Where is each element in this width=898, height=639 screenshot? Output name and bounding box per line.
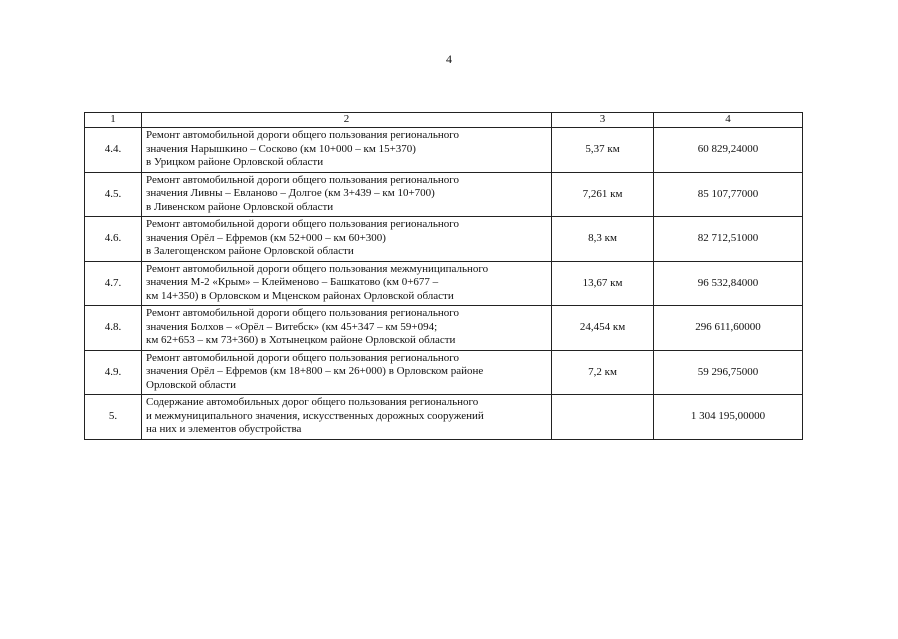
column-header: 2 bbox=[142, 113, 552, 128]
description-line: значения Болхов – «Орёл – Витебск» (км 45+347 – км 59+094; bbox=[146, 320, 438, 333]
description-line: значения Орёл – Ефремов (км 18+800 – км 26+000) в Орловском районе bbox=[146, 365, 484, 377]
description-line: км 14+350) в Орловском и Мценском районах Орловской области bbox=[146, 289, 454, 302]
row-amount: 85 107,77000 bbox=[654, 172, 803, 217]
table-row bbox=[85, 172, 803, 217]
data-table bbox=[84, 112, 803, 440]
row-length: 8,3 км bbox=[552, 217, 654, 262]
row-description bbox=[142, 172, 552, 217]
description-line: Ремонт автомобильной дороги общего пользования межмуниципального bbox=[146, 262, 489, 275]
description-line: и межмуниципального значения, искусственных дорожных сооружений bbox=[146, 409, 484, 422]
description-line: Ремонт автомобильной дороги общего пользования регионального bbox=[146, 307, 459, 319]
description-line: Содержание автомобильных дорог общего пользования регионального bbox=[146, 396, 479, 408]
column-header: 4 bbox=[654, 113, 803, 128]
description-line: на них и элементов обустройства bbox=[146, 423, 302, 435]
description-line: км 62+653 – км 73+360) в Хотынецком районе Орловской области bbox=[146, 334, 456, 346]
row-length: 13,67 км bbox=[552, 261, 654, 306]
table-row bbox=[85, 350, 803, 395]
table-header-row bbox=[85, 113, 803, 128]
description-line: Ремонт автомобильной дороги общего пользования регионального bbox=[146, 351, 459, 364]
row-number: 4.8. bbox=[85, 306, 142, 351]
table-row bbox=[85, 128, 803, 173]
row-length: 7,2 км bbox=[552, 350, 654, 395]
row-amount: 60 829,24000 bbox=[654, 128, 803, 173]
column-header: 3 bbox=[552, 113, 654, 128]
table-row bbox=[85, 261, 803, 306]
row-length: 5,37 км bbox=[552, 128, 654, 173]
row-description bbox=[142, 128, 552, 173]
description-line: в Ливенском районе Орловской области bbox=[146, 200, 334, 213]
column-header: 1 bbox=[85, 113, 142, 128]
row-description bbox=[142, 350, 552, 395]
row-length: 7,261 км bbox=[552, 172, 654, 217]
row-description bbox=[142, 306, 552, 351]
description-line: Ремонт автомобильной дороги общего пользования регионального bbox=[146, 218, 459, 230]
row-amount: 1 304 195,00000 bbox=[654, 395, 803, 440]
row-number: 4.7. bbox=[85, 261, 142, 306]
row-amount: 96 532,84000 bbox=[654, 261, 803, 306]
description-line: Орловской области bbox=[146, 378, 236, 391]
row-amount: 59 296,75000 bbox=[654, 350, 803, 395]
page-number: 4 bbox=[446, 52, 452, 66]
description-line: в Урицком районе Орловской области bbox=[146, 156, 324, 168]
description-line: Ремонт автомобильной дороги общего пользования регионального bbox=[146, 173, 459, 186]
row-number: 4.9. bbox=[85, 350, 142, 395]
row-number: 4.4. bbox=[85, 128, 142, 173]
description-line: значения Орёл – Ефремов (км 52+000 – км 60+300) bbox=[146, 231, 386, 244]
description-line: значения Нарышкино – Сосково (км 10+000 – км 15+370) bbox=[146, 142, 416, 155]
row-number: 5. bbox=[85, 395, 142, 440]
description-line: Ремонт автомобильной дороги общего пользования регионального bbox=[146, 129, 459, 141]
row-amount: 82 712,51000 bbox=[654, 217, 803, 262]
row-description bbox=[142, 261, 552, 306]
table-row bbox=[85, 395, 803, 440]
row-description bbox=[142, 395, 552, 440]
row-length bbox=[552, 395, 654, 440]
description-line: в Залегощенском районе Орловской области bbox=[146, 245, 354, 257]
row-description bbox=[142, 217, 552, 262]
row-number: 4.5. bbox=[85, 172, 142, 217]
row-number: 4.6. bbox=[85, 217, 142, 262]
row-amount: 296 611,60000 bbox=[654, 306, 803, 351]
row-length: 24,454 км bbox=[552, 306, 654, 351]
table-row bbox=[85, 306, 803, 351]
description-line: значения Ливны – Евланово – Долгое (км 3+439 – км 10+700) bbox=[146, 187, 435, 199]
table-row bbox=[85, 217, 803, 262]
description-line: значения М-2 «Крым» – Клейменово – Башкатово (км 0+677 – bbox=[146, 276, 439, 288]
